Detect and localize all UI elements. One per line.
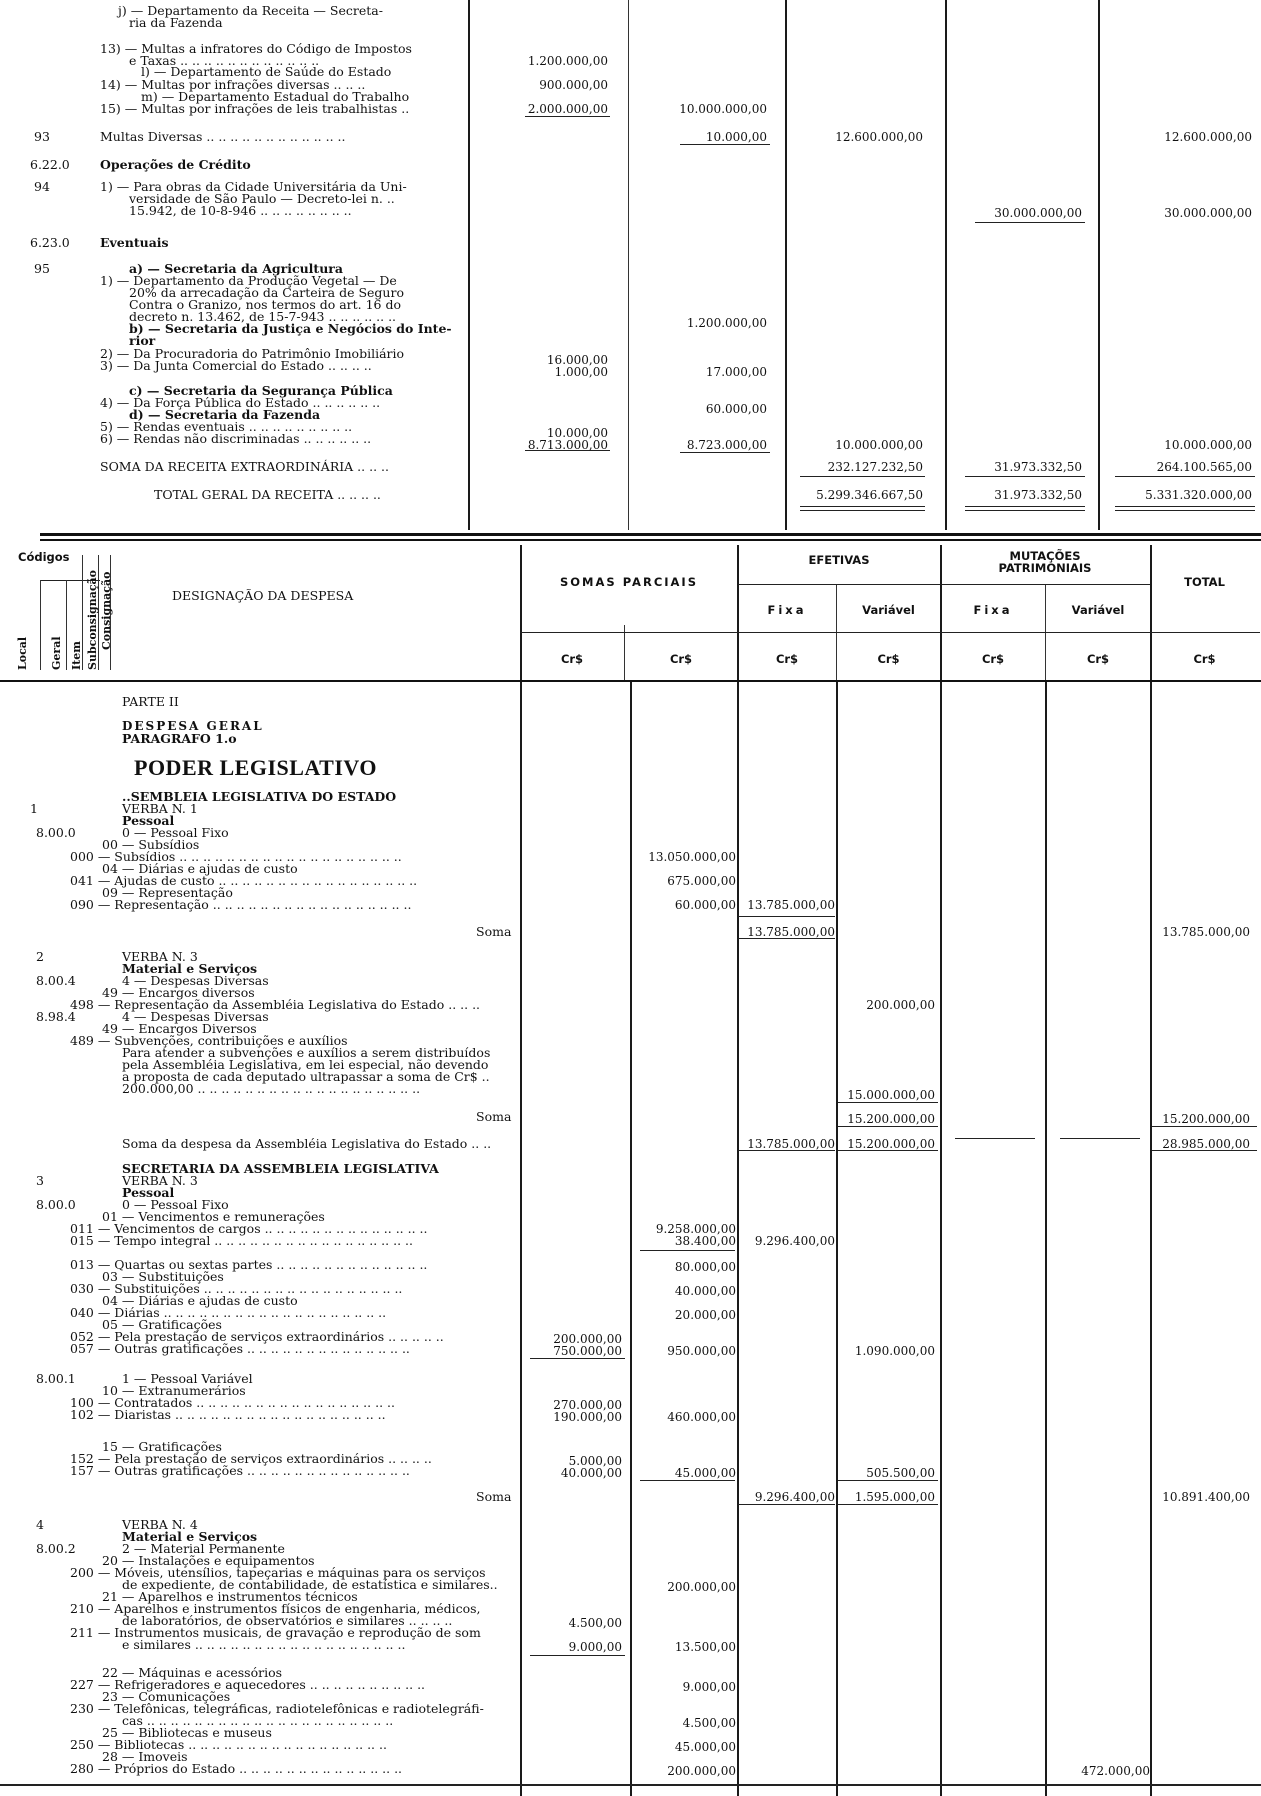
expense-amount: 9.000,00 [682,1680,736,1694]
subconsignacao-label: Subconsignação [86,569,99,670]
revenue-code: 6.22.0 [30,157,70,172]
expense-line: 28 — Imoveis [102,1749,188,1764]
expense-amount: 1.090.000,00 [854,1344,935,1358]
expense-amount: 60.000,00 [674,898,736,912]
revenue-line: TOTAL GERAL DA RECEITA .. .. .. .. [154,487,381,502]
expense-line: VERBA N. 3 [122,1173,198,1188]
expense-line: 04 — Diárias e ajudas de custo [102,861,298,876]
expense-line: 1 — Pessoal Variável [122,1371,253,1386]
rule [838,1102,938,1103]
expense-line: 200 — Móveis, utensílios, tapeçarias e máquinas para os serviços [70,1565,486,1580]
expense-line: e similares .. .. .. .. .. .. .. .. .. .. .. .. .. .. .. .. .. .. [122,1637,406,1652]
revenue-line: b) — Secretaria da Justiça e Negócios do Inte- [129,321,452,336]
item-label: Item [70,641,83,670]
consignacao-label: Consignação [100,571,113,650]
expense-amount: 190.000,00 [553,1410,622,1424]
rule [1115,506,1255,507]
expense-amount: 13.785.000,00 [747,925,835,939]
rule [800,506,925,507]
section-separator-2 [40,539,1261,541]
expense-line: 090 — Representação .. .. .. .. .. .. .. .. .. .. .. .. .. .. .. .. .. [70,897,412,912]
revenue-line: 3) — Da Junta Comercial do Estado .. .. .. .. [100,358,372,373]
expense-line: 052 — Pela prestação de serviços extraordinários .. .. .. .. .. [70,1329,444,1344]
expense-amount: 45.000,00 [674,1466,736,1480]
rule [40,580,41,670]
rule [955,1138,1035,1139]
revenue-line: 2) — Da Procuradoria do Patrimônio Imobiliário [100,346,405,361]
revenue-amount: 10.000.000,00 [835,438,923,452]
expense-amount: 200.000,00 [553,1332,622,1346]
revenue-amount: 12.600.000,00 [1164,130,1252,144]
expense-line: 280 — Próprios do Estado .. .. .. .. .. .. .. .. .. .. .. .. .. .. [70,1761,403,1776]
expense-line: 09 — Representação [102,885,233,900]
local-label: Local [16,636,29,670]
expense-line: 15 — Gratificações [102,1439,222,1454]
currency-1: Cr$ [560,652,584,666]
currency-6: Cr$ [1086,652,1110,666]
top-divider-2 [628,0,629,530]
expense-line: 498 — Representação da Assembléia Legislativa do Estado .. .. .. [70,997,481,1012]
rule [975,222,1085,223]
variavel-mutacoes-label: Variável [1071,603,1125,617]
revenue-line: 6) — Rendas não discriminadas .. .. .. .. .. .. [100,431,372,446]
codigos-label: Códigos [18,550,70,564]
revenue-amount: 8.723.000,00 [686,438,767,452]
expense-code: 8.98.4 [36,1009,76,1024]
expense-line: a proposta de cada deputado ultrapassar a soma de Cr$ .. [122,1069,490,1084]
top-divider-1 [468,0,470,530]
expense-line: Soma [476,924,512,939]
revenue-line: 4) — Da Força Pública do Estado .. .. .. .. .. .. [100,395,381,410]
body-divider-6 [1045,682,1047,1796]
revenue-amount: 900.000,00 [539,78,608,92]
revenue-line: 14) — Multas por infrações diversas .. .. .. [100,77,366,92]
expense-line: 100 — Contratados .. .. .. .. .. .. .. .. .. .. .. .. .. .. .. .. .. [70,1395,395,1410]
revenue-amount: 1.000,00 [554,365,608,379]
variavel-efetivas-label: Variável [862,603,915,617]
expense-line: de expediente, de contabilidade, de estatística e similares.. [122,1577,498,1592]
expense-line: cas .. .. .. .. .. .. .. .. .. .. .. .. .. .. .. .. .. .. .. .. .. [122,1713,394,1728]
revenue-line: SOMA DA RECEITA EXTRAORDINÁRIA .. .. .. [100,459,389,474]
revenue-amount: 10.000.000,00 [679,102,767,116]
expense-line: 00 — Subsídios [102,837,200,852]
expense-line: 230 — Telefônicas, telegráficas, radiotelefônicas e radiotelegráfi- [70,1701,484,1716]
geral-label: Geral [50,636,63,670]
rule [800,476,925,477]
rule [680,452,770,453]
expense-line: Material e Serviços [122,1529,258,1544]
expense-amount: 750.000,00 [553,1344,622,1358]
revenue-amount: 17.000,00 [705,365,767,379]
body-divider-2 [630,682,632,1796]
expense-amount: 20.000,00 [674,1308,736,1322]
expense-line: Pessoal [122,1185,175,1200]
fixa-efetivas-label: Fixa [767,603,807,617]
expense-line: 2 — Material Permanente [122,1541,285,1556]
expense-amount: 472.000,00 [1081,1764,1150,1778]
expense-line: 030 — Substituições .. .. .. .. .. .. .. .. .. .. .. .. .. .. .. .. .. [70,1281,403,1296]
expense-amount: 505.500,00 [866,1466,935,1480]
revenue-line: versidade de São Paulo — Decreto-lei n. .. [129,191,395,206]
expense-code: 8.00.2 [36,1541,76,1556]
expense-amount: 15.200.000,00 [847,1112,935,1126]
expense-line: 05 — Gratificações [102,1317,222,1332]
revenue-amount: 2.000.000,00 [527,102,608,116]
revenue-line: 5) — Rendas eventuais .. .. .. .. .. .. .. .. .. [100,419,353,434]
expense-line: 013 — Quartas ou sextas partes .. .. .. .. .. .. .. .. .. .. .. .. .. [70,1257,428,1272]
expense-line: 040 — Diárias .. .. .. .. .. .. .. .. .. .. .. .. .. .. .. .. .. .. .. [70,1305,387,1320]
rule [838,1480,938,1481]
expense-code: 2 [36,949,44,964]
somas-parciais-label: SOMAS PARCIAIS [560,575,698,589]
rule [838,1504,938,1505]
revenue-line: rior [129,333,156,348]
revenue-amount: 31.973.332,50 [994,488,1082,502]
designacao-label: DESIGNAÇÃO DA DESPESA [172,588,354,603]
expense-line: 23 — Comunicações [102,1689,231,1704]
expense-line: 152 — Pela prestação de serviços extraordinários .. .. .. .. [70,1451,432,1466]
expense-line: 000 — Subsídios .. .. .. .. .. .. .. .. .. .. .. .. .. .. .. .. .. .. .. [70,849,402,864]
expense-line: 011 — Vencimentos de cargos .. .. .. .. .. .. .. .. .. .. .. .. .. .. [70,1221,428,1236]
expense-line: 49 — Encargos Diversos [102,1021,257,1036]
expense-line: 210 — Aparelhos e instrumentos físicos de engenharia, médicos, [70,1601,481,1616]
expense-line: VERBA N. 3 [122,949,198,964]
expense-line: 4 — Despesas Diversas [122,973,269,988]
expense-line: Para atender a subvenções e auxílios a serem distribuídos [122,1045,491,1060]
rule [1115,510,1255,511]
revenue-line: decreto n. 13.462, de 15-7-943 .. .. .. .. .. .. [129,309,397,324]
body-divider-3 [737,682,739,1796]
expense-line: DESPESA GERAL [122,719,264,733]
revenue-code: 93 [34,129,50,144]
expense-line: Soma [476,1109,512,1124]
revenue-amount: 1.200.000,00 [527,54,608,68]
expense-line: 22 — Máquinas e acessórios [102,1665,283,1680]
rule [0,1784,1261,1786]
expense-line: Pessoal [122,813,175,828]
rule [520,632,1260,633]
expense-line: 041 — Ajudas de custo .. .. .. .. .. .. .. .. .. .. .. .. .. .. .. .. .. [70,873,418,888]
expense-line: 489 — Subvenções, contribuições e auxílios [70,1033,348,1048]
expense-amount: 38.400,00 [674,1234,736,1248]
revenue-line: Operações de Crédito [100,157,251,172]
rule [800,510,925,511]
expense-line: 200.000,00 .. .. .. .. .. .. .. .. .. .. .. .. .. .. .. .. .. .. .. [122,1081,421,1096]
revenue-amount: 5.299.346.667,50 [816,488,923,502]
revenue-line: ria da Fazenda [129,15,223,30]
body-divider-1 [520,682,522,1796]
rule [680,144,770,145]
mutacoes-label: MUTAÇÕES PATRIMONIAIS [998,549,1092,575]
revenue-line: 15.942, de 10-8-946 .. .. .. .. .. .. .. .. [129,203,352,218]
revenue-line: d) — Secretaria da Fazenda [129,407,321,422]
revenue-amount: 10.000.000,00 [1164,438,1252,452]
expense-line: Material e Serviços [122,961,258,976]
rule [640,1480,735,1481]
expense-line: pela Assembléia Legislativa, em lei especial, não devendo [122,1057,489,1072]
expense-code: 1 [30,801,38,816]
revenue-line: c) — Secretaria da Segurança Pública [129,383,393,398]
currency-4: Cr$ [877,652,900,666]
rule [738,584,1150,585]
expense-line: 25 — Bibliotecas e museus [102,1725,272,1740]
revenue-line: a) — Secretaria da Agricultura [129,261,343,276]
revenue-amount: 10.000,00 [546,426,608,440]
revenue-line: 1) — Para obras da Cidade Universitária da Uni- [100,179,407,194]
expense-code: 8.00.4 [36,973,76,988]
expense-amount: 10.891.400,00 [1162,1490,1250,1504]
rule [624,625,625,680]
rule [640,1250,735,1251]
expense-amount: 15.200.000,00 [847,1137,935,1151]
expense-code: 4 [36,1517,44,1532]
revenue-amount: 232.127.232,50 [827,460,923,474]
revenue-amount: 1.200.000,00 [686,316,767,330]
expense-line: 04 — Diárias e ajudas de custo [102,1293,298,1308]
expense-amount: 460.000,00 [667,1410,736,1424]
expense-amount: 675.000,00 [667,874,736,888]
rule [530,1655,625,1656]
expense-line: 211 — Instrumentos musicais, de gravação e reprodução de som [70,1625,481,1640]
rule [525,116,610,117]
revenue-line: e Taxas .. .. .. .. .. .. .. .. .. .. .. .. [129,53,320,68]
revenue-amount: 5.331.320.000,00 [1145,488,1252,502]
revenue-line: l) — Departamento de Saúde do Estado [141,64,392,79]
currency-7: Cr$ [1193,652,1216,666]
expense-amount: 200.000,00 [866,998,935,1012]
rule [1115,476,1255,477]
efetivas-label: EFETIVAS [808,553,870,567]
expense-line: Soma [476,1489,512,1504]
rule [66,580,67,670]
expense-code: 8.00.0 [36,1197,76,1212]
expense-line: 49 — Encargos diversos [102,985,255,1000]
revenue-line: 20% da arrecadação da Carteira de Seguro [129,285,404,300]
currency-3: Cr$ [775,652,799,666]
expense-amount: 40.000,00 [560,1466,622,1480]
body-divider-7 [1150,682,1152,1796]
expense-line: VERBA N. 4 [122,1517,198,1532]
expense-line: 015 — Tempo integral .. .. .. .. .. .. .. .. .. .. .. .. .. .. .. .. .. [70,1233,413,1248]
expense-line: 0 — Pessoal Fixo [122,1197,229,1212]
revenue-amount: 10.000,00 [705,130,767,144]
expense-amount: 9.296.400,00 [754,1490,835,1504]
revenue-line: Eventuais [100,235,169,250]
currency-2: Cr$ [669,652,693,666]
rule [738,1504,835,1505]
expense-line: 03 — Substituições [102,1269,224,1284]
revenue-line: 15) — Multas por infrações de leis trabalhistas .. [100,101,410,116]
expense-amount: 80.000,00 [674,1260,736,1274]
revenue-amount: 16.000,00 [546,353,608,367]
expense-line: 227 — Refrigeradores e aquecedores .. .. .. .. .. .. .. .. .. .. [70,1677,426,1692]
revenue-line: j) — Departamento da Receita — Secreta- [118,3,383,18]
fixa-mutacoes-label: Fixa [973,603,1013,617]
expense-line: 20 — Instalações e equipamentos [102,1553,315,1568]
expense-code: 8.00.1 [36,1371,76,1386]
expense-amount: 9.000,00 [568,1640,622,1654]
expense-line: SECRETARIA DA ASSEMBLEIA LEGISLATIVA [122,1161,439,1176]
poder-legislativo-title: PODER LEGISLATIVO [134,755,377,780]
section-separator [40,533,1261,536]
expense-line: PARTE II [122,694,179,709]
revenue-code: 6.23.0 [30,235,70,250]
revenue-amount: 30.000.000,00 [994,206,1082,220]
expense-line: 01 — Vencimentos e remunerações [102,1209,325,1224]
expense-line: PARAGRAFO 1.o [122,731,237,746]
revenue-amount: 8.713.000,00 [527,438,608,452]
expense-line: 10 — Extranumerários [102,1383,246,1398]
revenue-amount: 31.973.332,50 [994,460,1082,474]
expense-line: 157 — Outras gratificações .. .. .. .. .. .. .. .. .. .. .. .. .. .. [70,1463,410,1478]
rule [965,510,1085,511]
expense-line: 057 — Outras gratificações .. .. .. .. .. .. .. .. .. .. .. .. .. .. [70,1341,410,1356]
expense-amount: 13.785.000,00 [747,1137,835,1151]
rule [530,1358,625,1359]
revenue-amount: 12.600.000,00 [835,130,923,144]
expense-amount: 13.785.000,00 [747,898,835,912]
top-divider-4 [945,0,947,530]
revenue-amount: 264.100.565,00 [1156,460,1252,474]
revenue-amount: 60.000,00 [705,402,767,416]
expense-amount: 200.000,00 [667,1580,736,1594]
total-label: TOTAL [1184,575,1225,589]
expense-line: 21 — Aparelhos e instrumentos técnicos [102,1589,358,1604]
revenue-amount: 30.000.000,00 [1164,206,1252,220]
currency-5: Cr$ [981,652,1005,666]
rule [838,1126,938,1127]
expense-amount: 40.000,00 [674,1284,736,1298]
expense-amount: 270.000,00 [553,1398,622,1412]
expense-line: ..SEMBLEIA LEGISLATIVA DO ESTADO [122,789,397,804]
expense-amount: 4.500,00 [682,1716,736,1730]
expense-line: 0 — Pessoal Fixo [122,825,229,840]
expense-line: Soma da despesa da Assembléia Legislativa do Estado .. .. [122,1136,492,1151]
expense-amount: 15.000.000,00 [847,1088,935,1102]
expense-amount: 9.296.400,00 [754,1234,835,1248]
expense-amount: 28.985.000,00 [1162,1137,1250,1151]
rule [1060,1138,1140,1139]
expense-line: 4 — Despesas Diversas [122,1009,269,1024]
expense-line: VERBA N. 1 [122,801,198,816]
expense-amount: 5.000,00 [568,1454,622,1468]
revenue-code: 95 [34,261,50,276]
rule [965,506,1085,507]
expense-amount: 13.785.000,00 [1162,925,1250,939]
expense-amount: 13.500,00 [674,1640,736,1654]
rule [738,916,835,917]
top-divider-5 [1098,0,1100,530]
body-divider-5 [940,682,942,1796]
rule [965,476,1085,477]
expense-line: de laboratórios, de observatórios e similares .. .. .. .. [122,1613,453,1628]
expense-amount: 45.000,00 [674,1740,736,1754]
expense-line: 250 — Bibliotecas .. .. .. .. .. .. .. .. .. .. .. .. .. .. .. .. .. [70,1737,387,1752]
revenue-line: 1) — Departamento da Produção Vegetal — De [100,273,397,288]
expense-amount: 15.200.000,00 [1162,1112,1250,1126]
body-divider-4 [836,682,838,1796]
top-divider-3 [785,0,787,530]
expense-code: 3 [36,1173,44,1188]
rule [1152,1126,1257,1127]
expense-amount: 950.000,00 [667,1344,736,1358]
revenue-line: m) — Departamento Estadual do Trabalho [141,89,410,104]
revenue-line: Contra o Granizo, nos termos do art. 16 do [129,297,402,312]
expense-amount: 13.050.000,00 [648,850,736,864]
expense-line: 102 — Diaristas .. .. .. .. .. .. .. .. .. .. .. .. .. .. .. .. .. .. [70,1407,386,1422]
revenue-code: 94 [34,179,50,194]
expense-code: 8.00.0 [36,825,76,840]
expense-amount: 1.595.000,00 [854,1490,935,1504]
revenue-line: Multas Diversas .. .. .. .. .. .. .. .. .. .. .. .. [100,129,346,144]
expense-amount: 9.258.000,00 [655,1222,736,1236]
expense-amount: 4.500,00 [568,1616,622,1630]
expense-amount: 200.000,00 [667,1764,736,1778]
revenue-line: 13) — Multas a infratores do Código de Impostos [100,41,412,56]
